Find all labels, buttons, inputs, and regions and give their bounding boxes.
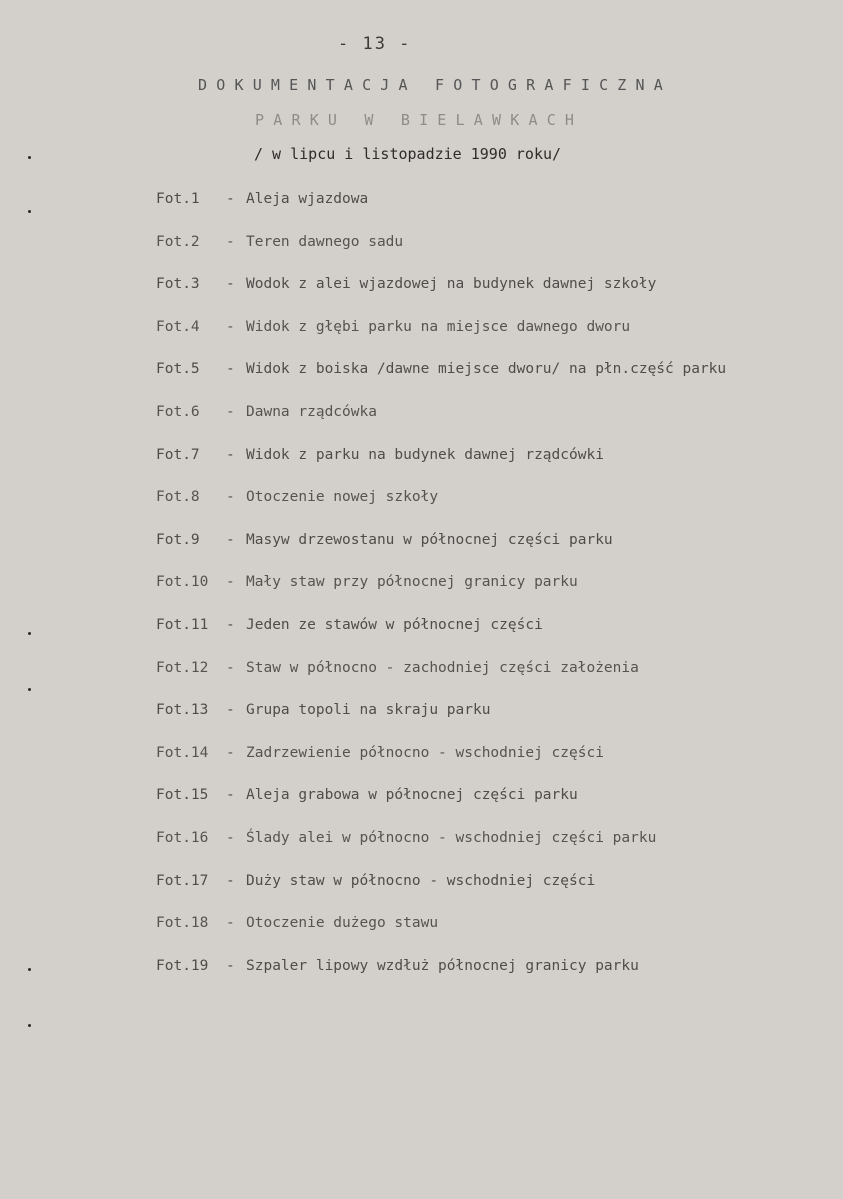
photo-list-item	[156, 484, 726, 527]
separator-dash: -	[226, 361, 235, 378]
photo-number: Fot.11	[156, 616, 209, 633]
separator-dash: -	[226, 787, 235, 804]
separator-dash: -	[226, 489, 235, 506]
separator-dash: -	[226, 233, 235, 250]
separator-dash: -	[226, 403, 235, 420]
photo-number: Fot.5	[156, 361, 200, 378]
photo-number: Fot.8	[156, 489, 200, 506]
photo-number: Fot.3	[156, 276, 200, 293]
separator-dash: -	[226, 744, 235, 761]
photo-list-item	[156, 186, 726, 229]
photo-description: Staw w północno - zachodniej części założenia	[246, 659, 639, 676]
photo-list-item	[156, 442, 726, 485]
photo-list	[156, 186, 726, 995]
photo-description: Aleja grabowa w północnej części parku	[246, 787, 578, 804]
punch-hole-mark	[28, 688, 31, 691]
photo-description: Widok z głębi parku na miejsce dawnego dworu	[246, 318, 631, 335]
photo-description: Widok z parku na budynek dawnej rządcówki	[246, 446, 604, 463]
photo-description: Szpaler lipowy wzdłuż północnej granicy parku	[246, 957, 639, 974]
photo-number: Fot.16	[156, 829, 209, 846]
photo-list-item	[156, 953, 726, 996]
separator-dash: -	[226, 531, 235, 548]
document-subtitle: PARKU W BIELAWKACH	[255, 111, 584, 129]
photo-number: Fot.9	[156, 531, 200, 548]
photo-description: Teren dawnego sadu	[246, 233, 404, 250]
photo-number: Fot.14	[156, 744, 209, 761]
separator-dash: -	[226, 872, 235, 889]
punch-hole-mark	[28, 210, 31, 213]
separator-dash: -	[226, 191, 235, 207]
photo-list-item	[156, 740, 726, 783]
photo-number: Fot.2	[156, 233, 200, 250]
photo-list-item	[156, 910, 726, 953]
separator-dash: -	[226, 829, 235, 846]
photo-description: Otoczenie dużego stawu	[246, 915, 439, 932]
photo-description: Wodok z alei wjazdowej na budynek dawnej szkoły	[246, 276, 657, 293]
photo-number: Fot.7	[156, 446, 200, 463]
photo-number: Fot.15	[156, 787, 209, 804]
photo-list-item	[156, 356, 726, 399]
punch-hole-mark	[28, 968, 31, 971]
page-number: - 13 -	[338, 34, 412, 54]
punch-hole-mark	[28, 1024, 31, 1027]
photo-list-item	[156, 569, 726, 612]
photo-list-item	[156, 782, 726, 825]
photo-number: Fot.18	[156, 915, 209, 932]
photo-list-item	[156, 527, 726, 570]
photo-number: Fot.13	[156, 702, 209, 719]
separator-dash: -	[226, 318, 235, 335]
punch-hole-mark	[28, 156, 31, 159]
photo-number: Fot.19	[156, 957, 209, 974]
separator-dash: -	[226, 915, 235, 932]
photo-description: Zadrzewienie północno - wschodniej części	[246, 744, 604, 761]
photo-description: Otoczenie nowej szkoły	[246, 489, 439, 506]
separator-dash: -	[226, 957, 235, 974]
photo-description: Ślady alei w północno - wschodniej części parku	[246, 829, 657, 846]
separator-dash: -	[226, 616, 235, 633]
photo-number: Fot.12	[156, 659, 209, 676]
separator-dash: -	[226, 446, 235, 463]
photo-description: Jeden ze stawów w północnej części	[246, 616, 543, 633]
separator-dash: -	[226, 659, 235, 676]
separator-dash: -	[226, 276, 235, 293]
document-title: DOKUMENTACJA FOTOGRAFICZNA	[198, 76, 672, 94]
punch-hole-mark	[28, 632, 31, 635]
photo-list-item	[156, 868, 726, 911]
document-dates: / w lipcu i listopadzie 1990 roku/	[254, 145, 562, 163]
photo-number: Fot.17	[156, 872, 209, 889]
photo-list-item	[156, 314, 726, 357]
separator-dash: -	[226, 574, 235, 591]
photo-description: Mały staw przy północnej granicy parku	[246, 574, 578, 591]
photo-list-item	[156, 612, 726, 655]
photo-description: Dawna rządcówka	[246, 403, 377, 420]
photo-number: Fot.1	[156, 191, 200, 207]
photo-description: Duży staw w północno - wschodniej części	[246, 872, 596, 889]
photo-list-item	[156, 697, 726, 740]
photo-list-item	[156, 271, 726, 314]
photo-description: Grupa topoli na skraju parku	[246, 702, 491, 719]
photo-number: Fot.10	[156, 574, 209, 591]
photo-list-item	[156, 229, 726, 272]
photo-description: Masyw drzewostanu w północnej części parku	[246, 531, 613, 548]
photo-description: Widok z boiska /dawne miejsce dworu/ na płn.część parku	[246, 361, 727, 378]
photo-number: Fot.6	[156, 403, 200, 420]
photo-number: Fot.4	[156, 318, 200, 335]
photo-list-item	[156, 399, 726, 442]
separator-dash: -	[226, 702, 235, 719]
photo-list-item	[156, 825, 726, 868]
photo-description: Aleja wjazdowa	[246, 191, 369, 207]
photo-list-item	[156, 655, 726, 698]
